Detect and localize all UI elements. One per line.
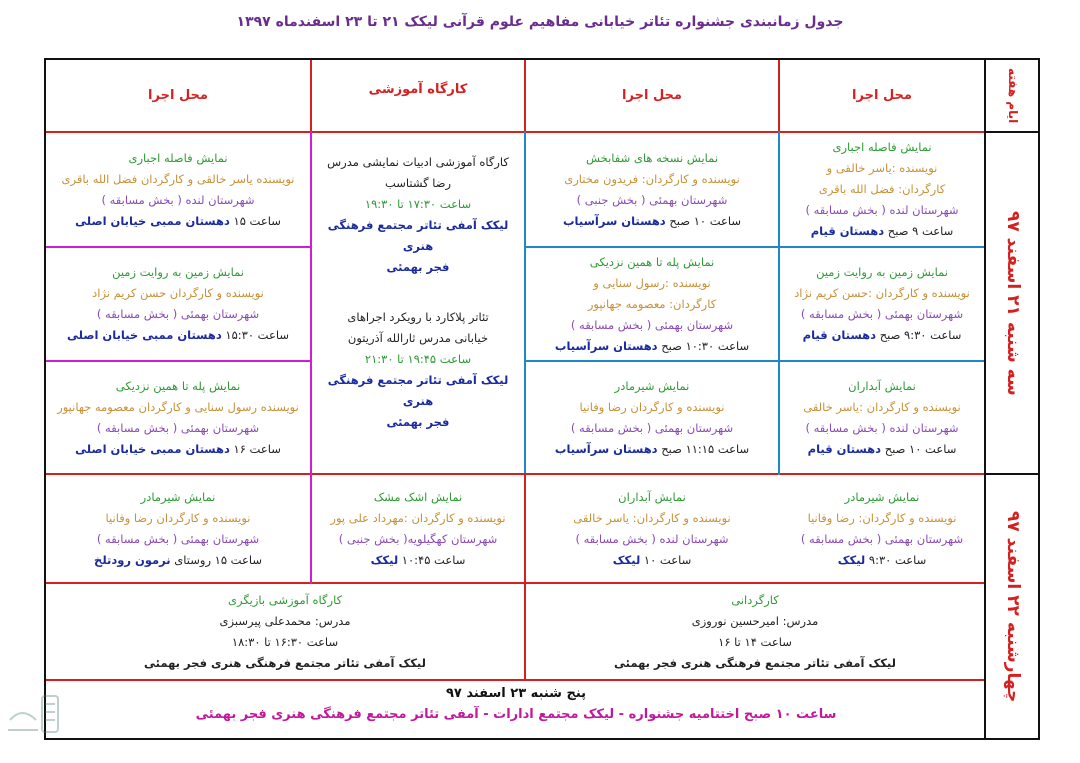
workshop-place: لیکک آمفی تئاتر مجتمع فرهنگی هنری فجر بهمئی (614, 655, 896, 670)
show-place: دهستان قیام (802, 328, 877, 342)
workshop-title: کارگاه آموزشی ادبیات نمایشی مدرس (327, 155, 509, 169)
workshop-place-2: فجر بهمئی (386, 260, 450, 274)
show-place: دهستان قیام (810, 224, 885, 238)
page-title: جدول زمانبندی جشنواره تئاتر خیابانی مفاهیم علوم قرآنی لیکک ۲۱ تا ۲۳ اسفندماه ۱۳۹۷ (236, 14, 844, 30)
show-time: ساعت ۱۰ صبح (669, 213, 741, 228)
show-place: دهستان سرآسیاب (554, 338, 658, 353)
show-title: نمایش شیرمادر (844, 489, 920, 504)
watermark-logo-icon (4, 690, 64, 740)
show-title: نمایش پله تا همین نزدیکی (589, 254, 715, 269)
show-author: نویسنده و کارگردان رضا وفانیا (105, 510, 251, 525)
show-city: شهرستان بهمئی ( بخش مسابقه ) (570, 317, 734, 332)
show-title: نمایش شیرمادر (614, 378, 690, 393)
tue-workshop-2 (312, 305, 524, 435)
show-place: دهستان سرآسیاب (554, 441, 658, 456)
show-title: نمایش اشک مشک (373, 489, 463, 504)
show-author: نویسنده و کارگردان :حسن کریم نژاد (794, 286, 970, 300)
show-time: ساعت ۱۰:۳۰ صبح (661, 338, 750, 353)
tue-c4-item-3 (46, 362, 310, 473)
tue-c4-item-1 (46, 133, 310, 246)
workshop-teacher: خیابانی مدرس ثارالله آذریتون (347, 331, 489, 345)
thursday-title: پنج شنبه ۲۳ اسفند ۹۷ (445, 686, 587, 701)
show-city: شهرستان لنده ( بخش مسابقه ) (101, 192, 255, 207)
show-city: شهرستان بهمئی ( بخش مسابقه ) (800, 307, 964, 321)
show-city: شهرستان بهمئی ( بخش مسابقه ) (800, 531, 964, 546)
show-time: ساعت ۱۵:۳۰ (225, 328, 289, 342)
show-author: نویسنده :رسول سنایی و (593, 275, 711, 290)
workshop-place: لیکک آمفی تئاتر مجتمع فرهنگی هنری (327, 373, 509, 408)
tue-c2-item-3 (526, 362, 778, 473)
workshop-time: ساعت ۱۶:۳۰ تا ۱۸:۳۰ (231, 634, 339, 649)
workshop-title: کارگردانی (731, 592, 779, 607)
tue-c1-item-2 (780, 248, 984, 360)
show-title: نمایش زمین به روایت زمین (112, 265, 244, 279)
show-title: نمایش آبداران (618, 489, 686, 504)
wed-c4-item (46, 475, 310, 582)
show-city: شهرستان لنده ( بخش مسابقه ) (805, 420, 959, 435)
show-time: ساعت ۹:۳۰ (868, 552, 927, 567)
show-time: ساعت ۱۱:۱۵ صبح (661, 441, 750, 456)
show-city: شهرستان بهمئی ( بخش مسابقه ) (570, 420, 734, 435)
show-author: نویسنده رسول سنایی و کارگردان معصومه جهانپور (57, 399, 299, 414)
show-city: شهرستان بهمئی ( بخش جنبی ) (576, 192, 728, 207)
show-city: شهرستان بهمئی ( بخش مسابقه ) (96, 420, 260, 435)
show-title: نمایش پله تا همین نزدیکی (115, 378, 241, 393)
show-author: نویسنده و کارگردان حسن کریم نژاد (92, 286, 264, 300)
show-author: نویسنده و کارگردان: رضا وفانیا (807, 510, 957, 525)
header-col2: محل اجرا (622, 88, 682, 103)
show-time: ساعت ۹:۳۰ صبح (879, 328, 962, 342)
show-place: لیکک (612, 552, 641, 567)
show-city: شهرستان لنده ( بخش مسابقه ) (575, 531, 729, 546)
show-title: نمایش فاصله اجباری (128, 150, 228, 165)
show-title: نمایش آبداران (848, 378, 916, 393)
day-tuesday: سه شنبه ۲۱ اسفند ۹۷ (1003, 210, 1023, 396)
show-city: شهرستان کهگیلویه( بخش جنبی ) (338, 531, 498, 546)
workshop-title: تئاتر پلاکارد با رویکرد اجراهای (347, 310, 489, 324)
show-title: نمایش نسخه های شفابخش (585, 150, 719, 165)
header-col1: محل اجرا (852, 88, 912, 103)
show-place: لیکک (837, 552, 866, 567)
thursday-row (46, 680, 986, 738)
show-title: نمایش فاصله اجباری (832, 140, 932, 154)
show-place: دهستان ممبی خیابان اصلی (67, 328, 222, 342)
tue-c1-item-1 (780, 133, 984, 246)
show-city: شهرستان لنده ( بخش مسابقه ) (805, 203, 959, 217)
show-author: نویسنده و کارگردان :مهرداد علی پور (330, 510, 506, 525)
header-col4: محل اجرا (148, 88, 208, 103)
show-director: کارگردان: معصومه جهانپور (587, 296, 717, 311)
show-time: ساعت ۱۰:۴۵ (401, 552, 466, 567)
workshop-time: ساعت ۱۹:۴۵ تا ۲۱:۳۰ (364, 352, 472, 366)
workshop-teacher: مدرس: امیرحسین نوروزی (691, 613, 819, 628)
workshop-time: ساعت ۱۴ تا ۱۶ (718, 634, 792, 649)
days-header: ایام هفته (1006, 67, 1020, 124)
workshop-time: ساعت ۱۷:۳۰ تا ۱۹:۳۰ (364, 197, 472, 211)
show-director: کارگردان: فضل الله باقری (818, 182, 946, 196)
wed-c2-item (526, 475, 778, 582)
tue-c1-item-3 (780, 362, 984, 473)
show-time: ساعت ۱۰ صبح (884, 441, 957, 456)
workshop-teacher: مدرس: محمدعلی پیرسبزی (219, 613, 351, 628)
show-time: ساعت ۱۶ (233, 441, 281, 456)
show-city: شهرستان بهمئی ( بخش مسابقه ) (96, 307, 260, 321)
workshop-place-2: فجر بهمئی (386, 415, 450, 429)
wed-c1-item (780, 475, 984, 582)
wed-workshop-directing (526, 584, 984, 679)
show-author: نویسنده و کارگردان: یاسر خالقی (573, 510, 731, 525)
show-title: نمایش زمین به روایت زمین (816, 265, 948, 279)
show-place: نرمون رودتلخ (94, 552, 171, 567)
show-time: ساعت ۹ صبح (887, 224, 954, 238)
workshop-teacher: رضا گشتاسب (384, 176, 452, 190)
workshop-place: لیکک آمفی تئاتر مجتمع فرهنگی هنری فجر بهمئی (144, 655, 426, 670)
show-place: دهستان سرآسیاب (563, 213, 666, 228)
show-time: ساعت ۱۵ روستای (174, 552, 262, 567)
workshop-place: لیکک آمفی تئاتر مجتمع فرهنگی هنری (327, 218, 509, 253)
show-place: لیکک (370, 552, 399, 567)
tue-c4-item-2 (46, 248, 310, 360)
tue-c2-item-1 (526, 133, 778, 246)
tue-workshop-1 (312, 150, 524, 280)
show-title: نمایش شیرمادر (140, 489, 216, 504)
day-wednesday: چهارشنبه ۲۲ اسفند ۹۷ (1003, 510, 1023, 703)
show-time: ساعت ۱۰ (643, 552, 692, 567)
show-city: شهرستان بهمئی ( بخش مسابقه ) (96, 531, 260, 546)
show-author: نویسنده و کارگردان رضا وفانیا (579, 399, 725, 414)
show-author: نویسنده و کارگردان: فریدون مختاری (564, 171, 740, 186)
show-place: دهستان ممبی خیابان اصلی (75, 213, 230, 228)
thursday-event: ساعت ۱۰ صبح اختتامیه جشنواره - لیکک مجتمع ادارات - آمفی تئاتر مجتمع فرهنگی هنری فجر بهمئی (195, 707, 837, 722)
show-author: نویسنده یاسر خالقی و کارگردان فضل الله باقری (61, 171, 295, 186)
show-author: نویسنده :یاسر خالقی و (826, 161, 938, 175)
wed-workshop-acting (46, 584, 524, 679)
workshop-title: کارگاه آموزشی بازیگری (227, 592, 343, 607)
show-place: دهستان ممبی خیابان اصلی (75, 441, 230, 456)
show-author: نویسنده و کارگردان :یاسر خالقی (803, 399, 961, 414)
show-time: ساعت ۱۵ (233, 213, 281, 228)
tue-c2-item-2 (526, 248, 778, 360)
wed-c3-item (312, 475, 524, 582)
show-place: دهستان قیام (807, 441, 882, 456)
header-col3: کارگاه آموزشی (368, 81, 468, 97)
